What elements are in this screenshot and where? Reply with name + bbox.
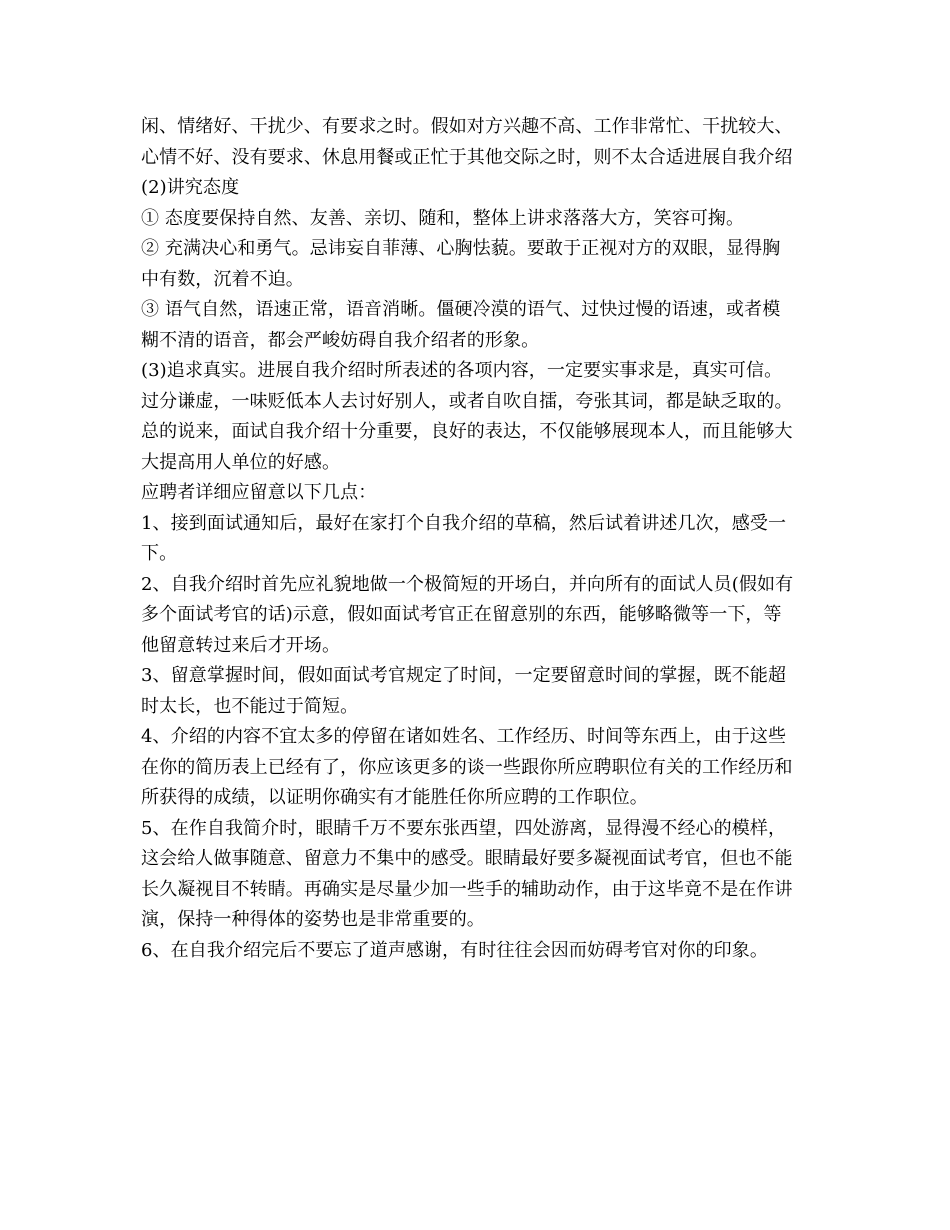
- list-item-line: 5、在作自我简介时，眼睛千万不要东张西望，四处游离，显得漫不经心的模样，: [141, 817, 787, 839]
- list-item-line: 他留意转过来后才开场。: [141, 634, 341, 656]
- text-line: 过分谦虚，一味贬低本人去讨好别人，或者自吹自擂，夸张其词，都是缺乏取的。: [141, 390, 793, 412]
- text-line: 中有数，沉着不迫。: [141, 268, 304, 290]
- list-item-line: 时太长，也不能过于简短。: [141, 695, 359, 717]
- text-line: 大提高用人单位的好感。: [141, 451, 341, 473]
- list-item-line: 1、接到面试通知后，最好在家打个自我介绍的草稿，然后试着讲述几次，感受一: [141, 512, 787, 534]
- list-item-line: 3、留意掌握时间，假如面试考官规定了时间，一定要留意时间的掌握，既不能超: [141, 665, 787, 686]
- text-line: ③ 语气自然，语速正常，语音消晰。僵硬冷漠的语气、过快过慢的语速，或者模: [141, 299, 781, 320]
- list-item-line: 6、在自我介绍完后不要忘了道声感谢，有时往往会因而妨碍考官对你的印象。: [141, 939, 768, 961]
- list-item-line: 所获得的成绩，以证明你确实有才能胜任你所应聘的工作职位。: [141, 787, 648, 808]
- text-line: ① 态度要保持自然、友善、亲切、随和，整体上讲求落落大方，笑容可掬。: [141, 207, 745, 229]
- list-item-line: 在你的简历表上已经有了，你应该更多的谈一些跟你所应聘职位有关的工作经历和: [141, 756, 793, 778]
- list-item-line: 2、自我介绍时首先应礼貌地做一个极简短的开场白，并向所有的面试人员(假如有: [141, 573, 794, 595]
- list-item-line: 下。: [141, 543, 178, 564]
- text-line: 应聘者详细应留意以下几点：: [141, 482, 377, 503]
- text-line: 糊不清的语音，都会严峻妨碍自我介绍者的形象。: [141, 329, 540, 351]
- section-heading: (2)讲究态度: [141, 177, 240, 198]
- list-item-line: 这会给人做事随意、留意力不集中的感受。眼睛最好要多凝视面试考官，但也不能: [141, 848, 793, 869]
- list-item-line: 长久凝视目不转睛。再确实是尽量少加一些手的辅助动作，由于这毕竟不是在作讲: [141, 878, 793, 900]
- text-line: ② 充满决心和勇气。忌讳妄自菲薄、心胸怯藐。要敢于正视对方的双眼，显得胸: [141, 238, 781, 259]
- text-line: 总的说来，面试自我介绍十分重要，良好的表达，不仅能够展现本人，而且能够大: [141, 421, 793, 442]
- list-item-line: 演，保持一种得体的姿势也是非常重要的。: [141, 909, 485, 930]
- list-item-line: 多个面试考官的话)示意，假如面试考官正在留意别的东西，能够略微等一下，等: [141, 604, 782, 625]
- list-item-line: 4、介绍的内容不宜太多的停留在诸如姓名、工作经历、时间等东西上，由于这些: [141, 726, 787, 747]
- text-line: 闲、情绪好、干扰少、有要求之时。假如对方兴趣不高、工作非常忙、干扰较大、: [141, 116, 793, 137]
- text-line: (3)追求真实。进展自我介绍时所表述的各项内容，一定要实事求是，真实可信。: [141, 360, 783, 381]
- document-body: [141, 112, 813, 966]
- text-line: 心情不好、没有要求、休息用餐或正忙于其他交际之时，则不太合适进展自我介绍: [141, 146, 793, 168]
